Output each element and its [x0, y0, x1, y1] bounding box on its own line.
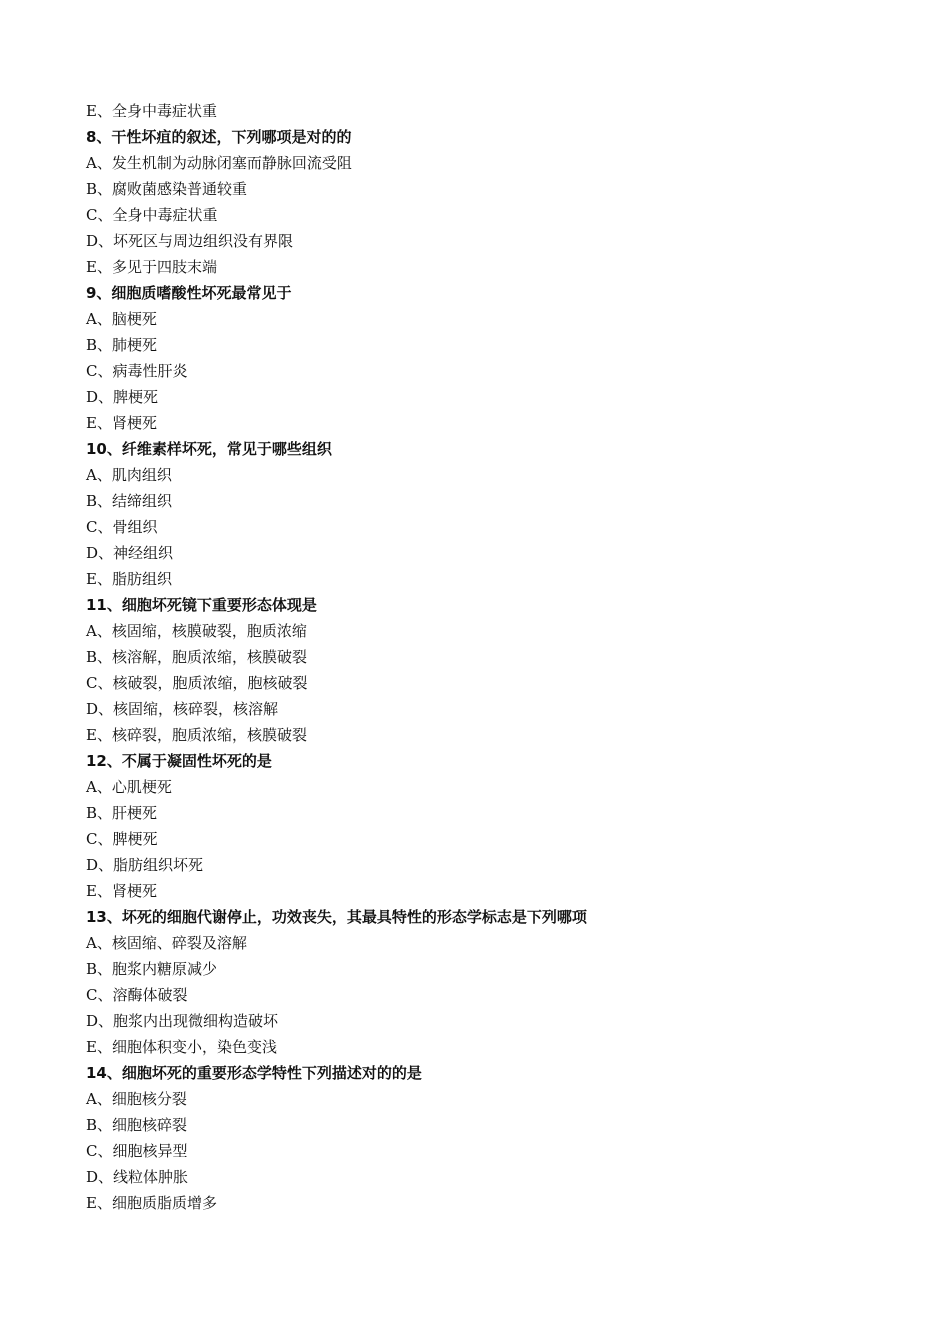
option-e-q11: E、核碎裂，胞质浓缩，核膜破裂: [86, 726, 307, 744]
option-a-q12: A、心肌梗死: [86, 778, 172, 796]
question-10: 10、纤维素样坏死，常见于哪些组织: [86, 440, 332, 458]
option-c-q12: C、脾梗死: [86, 830, 158, 848]
option-c-q13: C、溶酶体破裂: [86, 986, 188, 1004]
option-c-q8: C、全身中毒症状重: [86, 206, 218, 224]
option-d-q11: D、核固缩，核碎裂，核溶解: [86, 700, 279, 718]
option-e-q9: E、肾梗死: [86, 414, 157, 432]
option-e-q12: E、肾梗死: [86, 882, 157, 900]
option-b-q11: B、核溶解，胞质浓缩，核膜破裂: [86, 648, 308, 666]
option-d-q12: D、脂肪组织坏死: [86, 856, 204, 874]
option-c-q14: C、细胞核异型: [86, 1142, 188, 1160]
option-b-q8: B、腐败菌感染普通较重: [86, 180, 248, 198]
option-d-q10: D、神经组织: [86, 544, 174, 562]
option-c-q10: C、骨组织: [86, 518, 158, 536]
option-a-q13: A、核固缩、碎裂及溶解: [86, 934, 247, 952]
question-8: 8、干性坏疽的叙述，下列哪项是对的的: [86, 128, 352, 146]
question-11: 11、细胞坏死镜下重要形态体现是: [86, 596, 317, 614]
option-b-q14: B、细胞核碎裂: [86, 1116, 188, 1134]
option-d-q14: D、线粒体肿胀: [86, 1168, 189, 1186]
option-c-q11: C、核破裂，胞质浓缩，胞核破裂: [86, 674, 308, 692]
question-9: 9、细胞质嗜酸性坏死最常见于: [86, 284, 292, 302]
option-a-q10: A、肌肉组织: [86, 466, 172, 484]
option-d-q9: D、脾梗死: [86, 388, 159, 406]
option-a-q8: A、发生机制为动脉闭塞而静脉回流受阻: [86, 154, 352, 172]
option-a-q9: A、脑梗死: [86, 310, 157, 328]
question-14: 14、细胞坏死的重要形态学特性下列描述对的的是: [86, 1064, 422, 1082]
option-b-q9: B、肺梗死: [86, 336, 158, 354]
option-e-q13: E、细胞体积变小，染色变浅: [86, 1038, 277, 1056]
option-a-q14: A、细胞核分裂: [86, 1090, 187, 1108]
option-d-q8: D、坏死区与周边组织没有界限: [86, 232, 294, 250]
question-12: 12、不属于凝固性坏死的是: [86, 752, 272, 770]
option-b-q12: B、肝梗死: [86, 804, 158, 822]
option-e-q7: E、全身中毒症状重: [86, 102, 217, 120]
option-e-q8: E、多见于四肢末端: [86, 258, 217, 276]
document-page: [86, 98, 886, 1216]
option-b-q13: B、胞浆内糖原减少: [86, 960, 218, 978]
question-13: 13、坏死的细胞代谢停止，功效丧失，其最具特性的形态学标志是下列哪项: [86, 908, 587, 926]
option-e-q10: E、脂肪组织: [86, 570, 172, 588]
option-d-q13: D、胞浆内出现微细构造破坏: [86, 1012, 279, 1030]
option-b-q10: B、结缔组织: [86, 492, 173, 510]
option-e-q14: E、细胞质脂质增多: [86, 1194, 217, 1212]
option-c-q9: C、病毒性肝炎: [86, 362, 188, 380]
option-a-q11: A、核固缩，核膜破裂，胞质浓缩: [86, 622, 307, 640]
